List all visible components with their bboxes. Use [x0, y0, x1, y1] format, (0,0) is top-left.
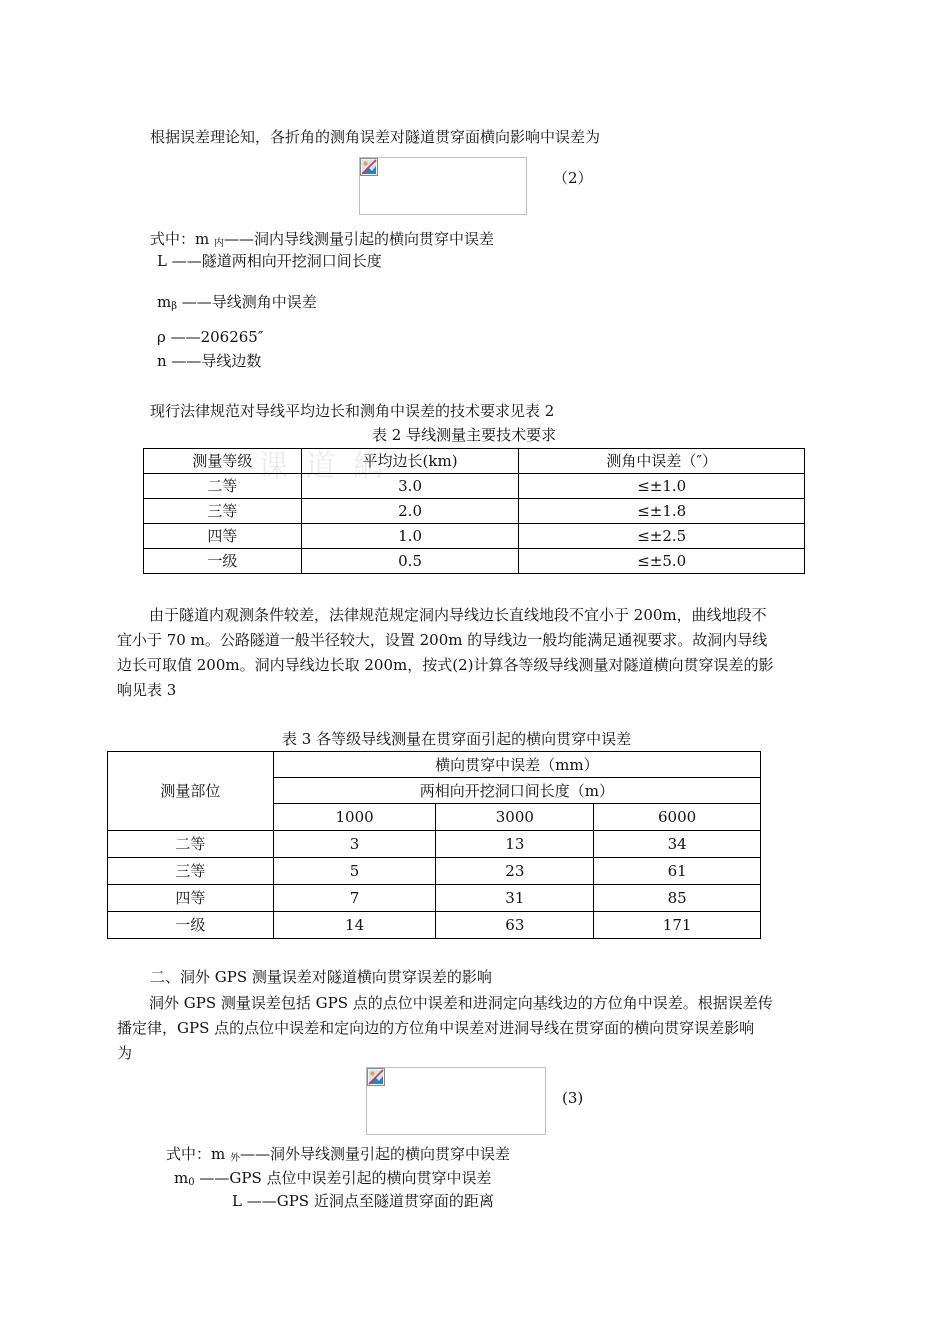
table3-cell: 31	[436, 885, 594, 912]
table3-sub-header: 两相向开挖洞口间长度（m）	[273, 778, 760, 804]
tunnel-paragraph-line: 边长可取值 200m。洞内导线边长取 200m，按式(2)计算各等级导线测量对隧道横向贯穿误差的影	[117, 656, 774, 674]
equation-3-image	[366, 1067, 546, 1135]
table2-caption: 表 2 导线测量主要技术要求	[372, 426, 557, 444]
gps-paragraph-line: 洞外 GPS 测量误差包括 GPS 点的点位中误差和进洞定向基线边的方位角中误差。根据误差传	[149, 994, 773, 1012]
def-m-nei-sub: 内	[214, 238, 224, 249]
table2-cell: ≤±1.8	[519, 499, 805, 524]
def-L-gps: L ——GPS 近洞点至隧道贯穿面的距离	[232, 1192, 494, 1210]
table3-cell: 3	[273, 831, 436, 858]
table2-header-cell: 平均边长(km)	[301, 449, 519, 474]
def-m-wai-sub: 外	[230, 1153, 240, 1164]
table3-cell: 14	[273, 912, 436, 939]
table3	[107, 751, 761, 939]
watermark: 课 道 網	[258, 449, 388, 484]
def-m0-prefix: m	[174, 1169, 189, 1187]
equation-2-image	[359, 157, 527, 215]
equation-3-label: (3)	[562, 1089, 584, 1107]
table3-cell: 63	[436, 912, 594, 939]
table2-cell: 三等	[144, 499, 302, 524]
table2-header-cell: 测量等级	[144, 449, 302, 474]
table3-header-row	[108, 752, 761, 778]
table-row	[144, 549, 805, 574]
table3-cell: 34	[594, 831, 761, 858]
equation-2-label: （2）	[553, 169, 593, 187]
table3-row-header: 测量部位	[108, 752, 274, 831]
gps-paragraph-line: 为	[117, 1044, 133, 1062]
table-row	[144, 499, 805, 524]
def-m-wai-text: ——洞外导线测量引起的横向贯穿中误差	[240, 1145, 511, 1163]
table3-length-cell: 1000	[273, 804, 436, 831]
def-m-beta-prefix: m	[157, 293, 172, 311]
table3-cell: 85	[594, 885, 761, 912]
def-m-wai-prefix: 式中：m	[166, 1145, 230, 1163]
tunnel-paragraph-line: 响见表 3	[117, 681, 177, 699]
def-n: n ——导线边数	[157, 352, 262, 370]
table2-cell: 二等	[144, 474, 302, 499]
table3-cell: 四等	[108, 885, 274, 912]
table2-cell: ≤±2.5	[519, 524, 805, 549]
table2-cell: ≤±5.0	[519, 549, 805, 574]
def-m-nei-text: ——洞内导线测量引起的横向贯穿中误差	[224, 230, 495, 248]
def-L: L ——隧道两相向开挖洞口间长度	[157, 252, 382, 270]
table-row	[108, 885, 761, 912]
intro-text: 根据误差理论知，各折角的测角误差对隧道贯穿面横向影响中误差为	[150, 128, 601, 146]
table-row	[144, 474, 805, 499]
table2-header-row	[144, 449, 805, 474]
table2-header-cell: 测角中误差（″）	[519, 449, 805, 474]
broken-image-icon	[360, 158, 378, 176]
gps-paragraph-line: 播定律，GPS 点的点位中误差和定向边的方位角中误差对进洞导线在贯穿面的横向贯穿误差影响	[117, 1019, 755, 1037]
table3-caption: 表 3 各等级导线测量在贯穿面引起的横向贯穿中误差	[282, 730, 632, 748]
table3-group-header: 横向贯穿中误差（mm）	[273, 752, 760, 778]
table3-cell: 61	[594, 858, 761, 885]
table3-cell: 5	[273, 858, 436, 885]
table3-cell: 7	[273, 885, 436, 912]
table2-intro: 现行法律规范对导线平均边长和测角中误差的技术要求见表 2	[150, 402, 555, 420]
def-m-nei-prefix: 式中：m	[150, 230, 214, 248]
table2-cell: 一级	[144, 549, 302, 574]
section2-title: 二、洞外 GPS 测量误差对隧道横向贯穿误差的影响	[150, 968, 492, 986]
table-row	[108, 858, 761, 885]
tunnel-paragraph-line: 由于隧道内观测条件较差，法律规范规定洞内导线边长直线地段不宜小于 200m，曲线地段不	[149, 606, 767, 624]
def-m-beta-sub: β	[171, 301, 178, 312]
table3-cell: 171	[594, 912, 761, 939]
table2-cell: 2.0	[301, 499, 519, 524]
def-m0-text: ——GPS 点位中误差引起的横向贯穿中误差	[194, 1169, 492, 1187]
table3-cell: 13	[436, 831, 594, 858]
table2-cell: 3.0	[301, 474, 519, 499]
def-m-beta	[157, 292, 317, 317]
table2-cell: 1.0	[301, 524, 519, 549]
def-m-wai	[166, 1144, 510, 1169]
broken-image-icon	[367, 1068, 385, 1086]
table3-cell: 二等	[108, 831, 274, 858]
table-row	[108, 912, 761, 939]
table3-cell: 一级	[108, 912, 274, 939]
table3-cell: 23	[436, 858, 594, 885]
table3-cell: 三等	[108, 858, 274, 885]
table2-cell: 0.5	[301, 549, 519, 574]
table-row	[108, 831, 761, 858]
table3-length-cell: 6000	[594, 804, 761, 831]
def-m0-sub: 0	[188, 1177, 195, 1188]
def-m0	[174, 1168, 492, 1193]
table-row	[144, 524, 805, 549]
table3-length-cell: 3000	[436, 804, 594, 831]
table2-cell: 四等	[144, 524, 302, 549]
def-rho: ρ ——206265″	[157, 328, 264, 346]
tunnel-paragraph-line: 宜小于 70 m。公路隧道一般半径较大，设置 200m 的导线边一般均能满足通视要求。故洞内导线	[117, 631, 768, 649]
table2-cell: ≤±1.0	[519, 474, 805, 499]
table2	[143, 448, 805, 574]
def-m-beta-text: ——导线测角中误差	[177, 293, 317, 311]
